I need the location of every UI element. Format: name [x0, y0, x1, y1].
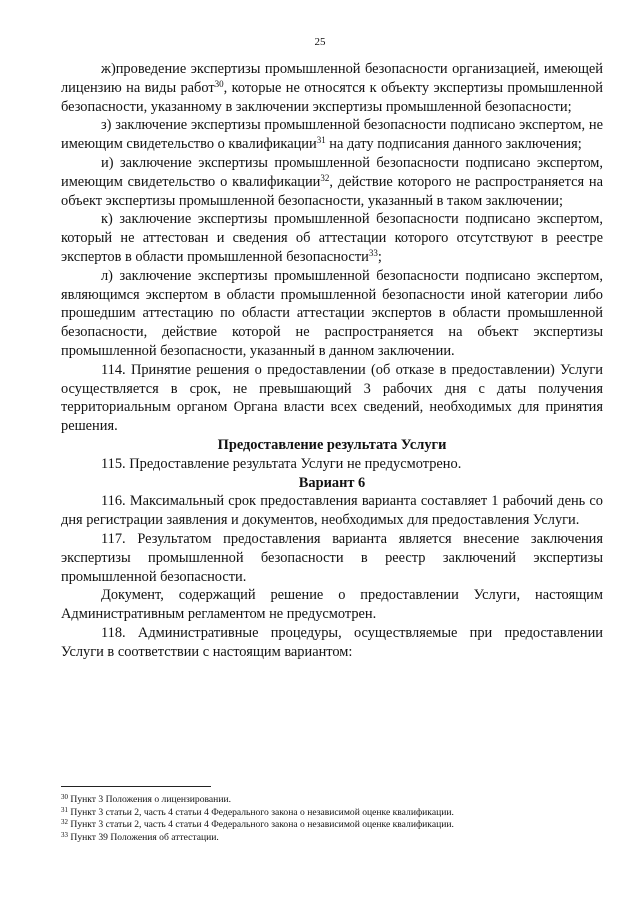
footnote-ref: 33: [368, 247, 378, 258]
footnote-ref: 30: [214, 78, 224, 89]
section-title: Предоставление результата Услуги: [217, 436, 447, 453]
item-k: к) заключение экспертизы промышленной безопасности подписано экспертом, который не аттестован и сведения об аттестации которого отсутствуют в реестре экспертов в области промышленной безопасности$^{33}$;: [61, 211, 603, 265]
item-zh: ж)проведение экспертизы промышленной безопасности организацией, имеющей лицензию на виды работ$^{30}$, которые не относятся к объекту экспертизы промышленной безопасности, указанному в заключении экспертизы промышленной безопасности;: [61, 61, 603, 115]
footnote: $^{32}$ Пункт 3 статьи 2, часть 4 статьи 4 Федерального закона о независимой оценке квалификации.: [61, 818, 454, 831]
paragraph-114: 114. Принятие решения о предоставлении (об отказе в предоставлении) Услуги осуществляется в срок, не превышающий 3 рабочих дня с даты получения территориальным органом Органа власти всех сведений, необходимых для принятия решения.: [61, 361, 603, 435]
paragraph-117: 117. Результатом предоставления варианта является внесение заключения экспертизы промышленной безопасности в реестр заключений экспертизы промышленной безопасности.: [61, 530, 603, 585]
footnote: $^{30}$ Пункт 3 Положения о лицензировании.: [61, 793, 231, 805]
paragraph-116: 116. Максимальный срок предоставления варианта составляет 1 рабочий день со дня регистрации заявления и документов, необходимых для предоставления Услуги.: [61, 493, 603, 529]
document-body: [61, 60, 603, 662]
footnote: $^{33}$ Пункт 39 Положения об аттестации.: [61, 830, 219, 843]
item-l: л) заключение экспертизы промышленной безопасности подписано экспертом, являющимся экспертом в области промышленной безопасности иной категории либо прошедшим аттестацию по области аттестации экспертов в области промышленной безопасности, действие которой не распространяется на объект экспертизы промышленной безопасности, указанный в данном заключении.: [61, 267, 603, 359]
footnote: $^{31}$ Пункт 3 статьи 2, часть 4 статьи 4 Федерального закона о независимой оценке квалификации.: [61, 805, 454, 818]
item-i: и) заключение экспертизы промышленной безопасности подписано экспертом, имеющим свидетельство о квалификации$^{32}$, действие которого не распространяется на объект экспертизы промышленной безопасности, указанный в таком заключении;: [61, 154, 603, 209]
footnote-divider: [61, 786, 211, 787]
footnote-ref: 32: [320, 172, 330, 183]
variant-title: Вариант 6: [298, 474, 366, 491]
paragraph-118: 118. Административные процедуры, осуществляемые при предоставлении Услуги в соответствии с настоящим вариантом:: [61, 624, 603, 660]
footnotes: [61, 786, 603, 844]
item-z: з) заключение экспертизы промышленной безопасности подписано экспертом, не имеющим свидетельство о квалификации$^{31}$ на дату подписания данного заключения;: [61, 117, 603, 153]
footnote-ref: 31: [316, 135, 326, 146]
paragraph-document: Документ, содержащий решение о предоставлении Услуги, настоящим Административным регламентом не предусмотрен.: [61, 587, 603, 623]
paragraph-115: 115. Предоставление результата Услуги не предусмотрено.: [101, 455, 462, 472]
page-number: 25: [314, 36, 326, 48]
